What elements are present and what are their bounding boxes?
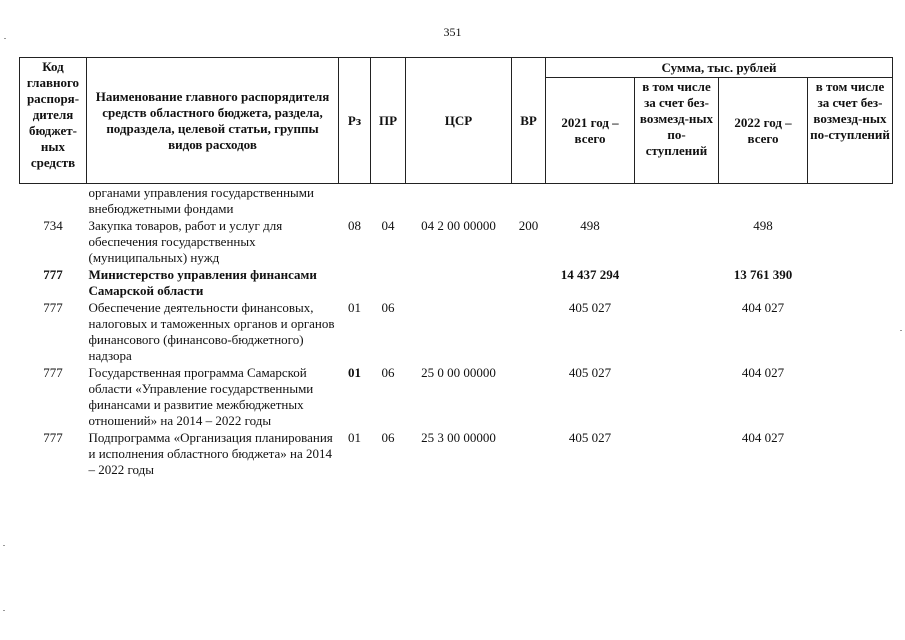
cell-name: Подпрограмма «Организация планирования и исполнения областного бюджета» на 2014 – 2022 годы bbox=[88, 430, 333, 477]
cell-vr bbox=[512, 429, 546, 478]
cell-code: 777 bbox=[43, 430, 63, 445]
cell-pr: 04 bbox=[381, 218, 395, 233]
cell-vr bbox=[512, 364, 546, 429]
scan-speck bbox=[3, 545, 5, 546]
cell-code: 777 bbox=[43, 300, 63, 315]
header-2022-free: в том числе за счет без-возмезд-ных по-ступлений bbox=[808, 78, 893, 184]
cell-csr bbox=[406, 184, 512, 218]
budget-table bbox=[19, 57, 893, 478]
cell-csr: 25 0 00 00000 bbox=[421, 365, 496, 380]
cell-csr bbox=[406, 299, 512, 364]
cell-2021-total: 14 437 294 bbox=[560, 267, 620, 282]
cell-2022-free bbox=[808, 364, 893, 429]
header-pr: ПР bbox=[371, 58, 406, 184]
cell-2021-free bbox=[635, 299, 719, 364]
cell-pr bbox=[371, 266, 406, 299]
header-code: Код главного распоря-дителя бюджет-ных средств bbox=[20, 58, 87, 184]
cell-2021-free bbox=[635, 184, 719, 218]
cell-2022-free bbox=[808, 299, 893, 364]
cell-2021-total: 498 bbox=[580, 218, 600, 233]
cell-rz bbox=[339, 266, 371, 299]
page-number: 351 bbox=[443, 25, 462, 39]
table-row bbox=[20, 299, 893, 364]
cell-vr: 200 bbox=[518, 218, 539, 233]
cell-name: Обеспечение деятельности финансовых, налоговых и таможенных органов и органов финансового (финансово-бюджетного) надзора bbox=[88, 300, 335, 363]
table-row bbox=[20, 184, 893, 218]
header-2021-free: в том числе за счет без-возмезд-ных по-ступлений bbox=[635, 78, 719, 184]
cell-pr: 06 bbox=[381, 300, 395, 315]
cell-2021-total: 405 027 bbox=[568, 365, 612, 380]
budget-sheet bbox=[19, 57, 892, 478]
cell-pr: 06 bbox=[381, 365, 395, 380]
cell-2022-free bbox=[808, 217, 893, 266]
header-name: Наименование главного распорядителя средств областного бюджета, раздела, подраздела, целевой статьи, группы видов расходов bbox=[87, 58, 339, 184]
header-vr: ВР bbox=[512, 58, 546, 184]
cell-code: 734 bbox=[43, 218, 63, 233]
cell-csr bbox=[406, 266, 512, 299]
cell-name: Государственная программа Самарской области «Управление государственными финансами и развитие межбюджетных отношений» на 2014 – 2022 годы bbox=[88, 365, 314, 428]
cell-rz: 01 bbox=[348, 430, 361, 445]
header-rz: Рз bbox=[339, 58, 371, 184]
cell-code: 777 bbox=[43, 365, 63, 380]
header-2022-total: 2022 год – всего bbox=[719, 78, 808, 184]
cell-2022-free bbox=[808, 429, 893, 478]
cell-2022-total: 404 027 bbox=[741, 300, 785, 315]
cell-2022-total: 498 bbox=[753, 218, 773, 233]
cell-vr bbox=[512, 299, 546, 364]
cell-2021-free bbox=[635, 429, 719, 478]
table-body bbox=[20, 184, 893, 479]
cell-2022-total bbox=[719, 184, 808, 218]
table-header bbox=[20, 58, 893, 184]
cell-rz: 08 bbox=[348, 218, 361, 233]
cell-csr: 25 3 00 00000 bbox=[421, 430, 496, 445]
cell-2021-free bbox=[635, 364, 719, 429]
cell-2022-total: 404 027 bbox=[741, 365, 785, 380]
cell-name: органами управления государственными внебюджетными фондами bbox=[88, 185, 314, 216]
cell-pr bbox=[371, 184, 406, 218]
cell-name: Закупка товаров, работ и услуг для обеспечения государственных (муниципальных) нужд bbox=[88, 218, 283, 265]
cell-2021-total bbox=[546, 184, 635, 218]
cell-csr: 04 2 00 00000 bbox=[421, 218, 496, 233]
scan-speck bbox=[900, 330, 902, 331]
scan-speck bbox=[4, 38, 6, 39]
cell-2022-free bbox=[808, 184, 893, 218]
header-2021-total: 2021 год – всего bbox=[546, 78, 635, 184]
cell-code bbox=[20, 184, 87, 218]
cell-2021-free bbox=[635, 266, 719, 299]
table-row-ministry bbox=[20, 266, 893, 299]
cell-2022-total: 404 027 bbox=[741, 430, 785, 445]
cell-name: Министерство управления финансами Самарской области bbox=[88, 267, 317, 298]
cell-rz bbox=[339, 184, 371, 218]
cell-rz: 01 bbox=[348, 365, 361, 380]
cell-rz: 01 bbox=[348, 300, 361, 315]
cell-vr bbox=[512, 266, 546, 299]
table-row bbox=[20, 429, 893, 478]
header-csr: ЦСР bbox=[406, 58, 512, 184]
cell-2021-total: 405 027 bbox=[568, 430, 612, 445]
header-sum-group: Сумма, тыс. рублей bbox=[546, 58, 893, 78]
table-row bbox=[20, 217, 893, 266]
cell-2022-free bbox=[808, 266, 893, 299]
cell-code: 777 bbox=[43, 267, 63, 282]
cell-pr: 06 bbox=[381, 430, 395, 445]
cell-2022-total: 13 761 390 bbox=[733, 267, 793, 282]
cell-2021-free bbox=[635, 217, 719, 266]
scan-speck bbox=[3, 610, 5, 611]
table-row bbox=[20, 364, 893, 429]
cell-vr bbox=[512, 184, 546, 218]
cell-2021-total: 405 027 bbox=[568, 300, 612, 315]
